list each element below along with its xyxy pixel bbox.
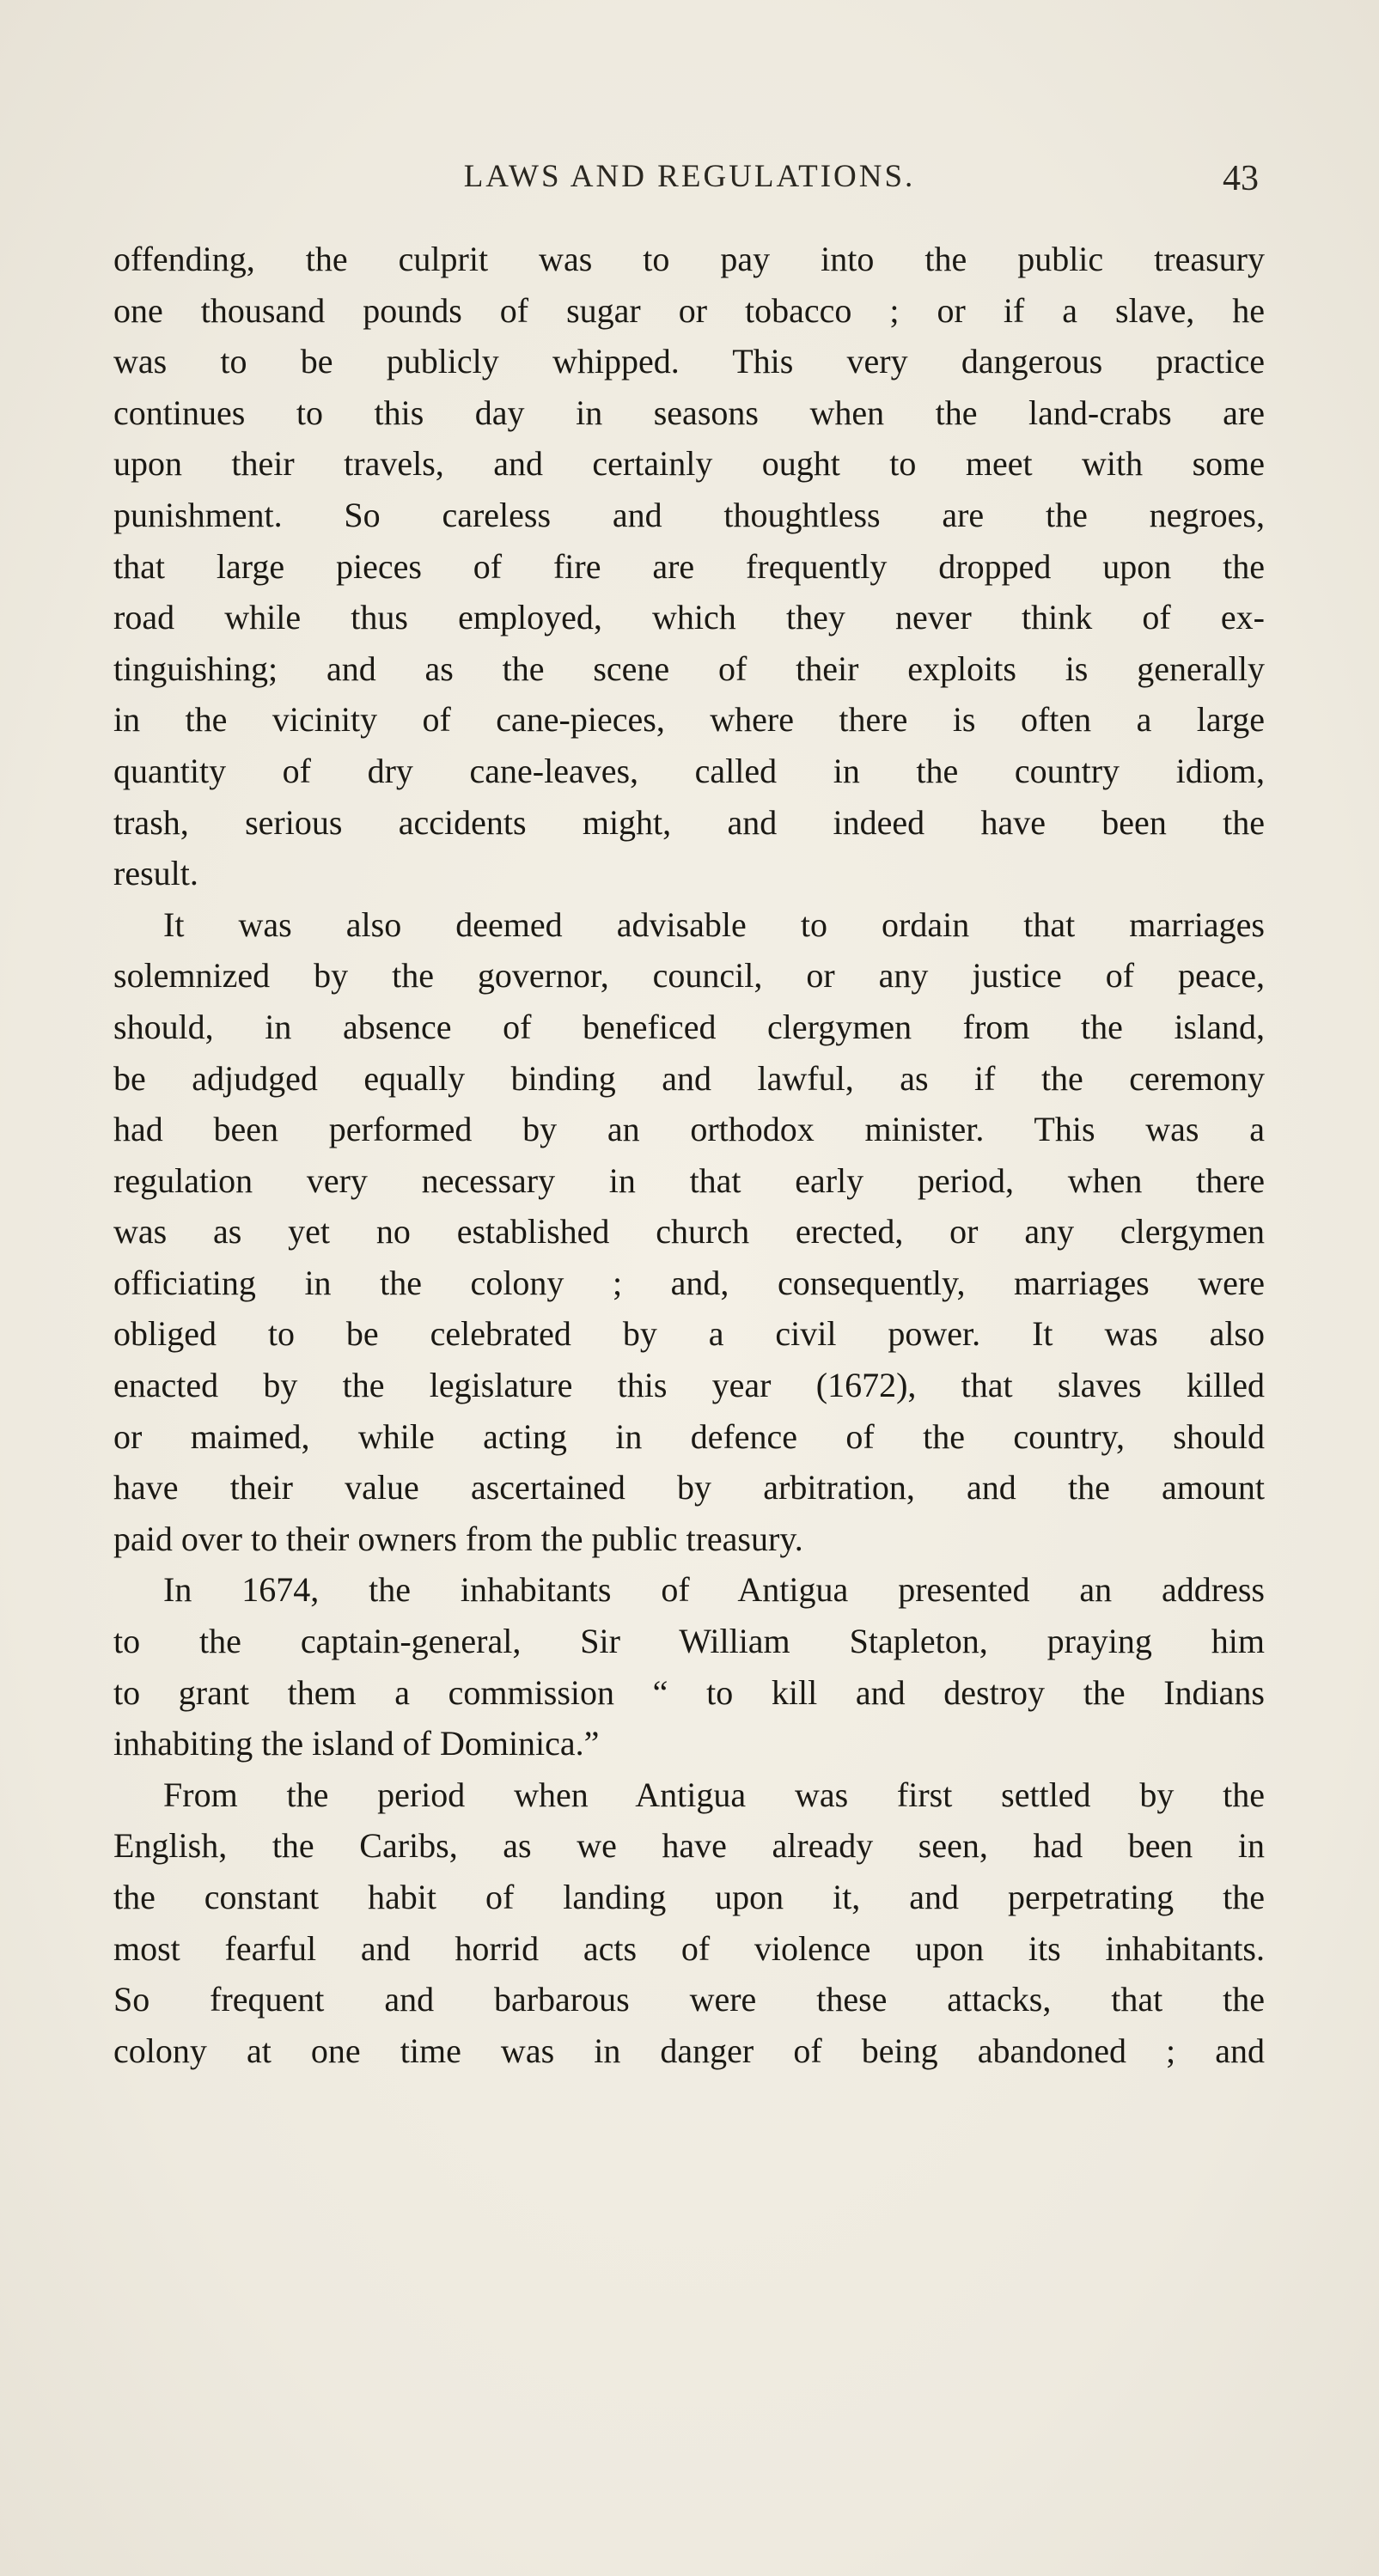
text-line: quantity of dry cane-leaves, called in the country idiom, [113,751,1265,790]
text-line: road while thus employed, which they never think of ex- [113,598,1265,637]
text-line: upon their travels, and certainly ought to meet with some [113,444,1265,484]
text-line: have their value ascertained by arbitration, and the amount [113,1468,1265,1507]
text-line: paid over to their owners from the public treasury. [113,1519,803,1558]
text-line: the constant habit of landing upon it, and perpetrating the [113,1878,1265,1916]
text-line: had been performed by an orthodox minister. This was a [113,1110,1265,1149]
text-line: that large pieces of fire are frequently dropped upon the [113,546,1265,586]
text-line: regulation very necessary in that early period, when there [113,1160,1265,1200]
text-line: In 1674, the inhabitants of Antigua presented an address [163,1570,1265,1610]
text-line: inhabiting the island of Dominica.” [113,1724,600,1763]
text-line: or maimed, while acting in defence of the country, should [113,1416,1265,1456]
text-line: was to be publicly whipped. This very dangerous practice [113,342,1265,381]
text-line: should, in absence of beneficed clergymen from the island, [113,1007,1265,1046]
text-line: enacted by the legislature this year (1672), that slaves killed [113,1366,1265,1405]
text-line: So frequent and barbarous were these attacks, that the [113,1980,1265,2019]
running-head [120,158,1259,210]
body-text [113,234,1265,2076]
text-line: From the period when Antigua was first settled by the [163,1775,1265,1814]
text-line: to the captain-general, Sir William Stapleton, praying him [113,1622,1265,1661]
text-line: English, the Caribs, as we have already seen, had been in [113,1826,1265,1866]
text-line: colony at one time was in danger of being abandoned ; and [113,2031,1265,2070]
text-line: obliged to be celebrated by a civil power. It was also [113,1314,1265,1354]
text-line: tinguishing; and as the scene of their exploits is generally [113,649,1265,688]
text-line: punishment. So careless and thoughtless are the negroes, [113,495,1265,534]
text-line: was as yet no established church erected, or any clergymen [113,1212,1265,1251]
text-line: one thousand pounds of sugar or tobacco ; or if a slave, he [113,290,1265,330]
text-line: result. [113,854,198,893]
text-line: to grant them a commission “ to kill and destroy the Indians [113,1672,1265,1712]
text-line: trash, serious accidents might, and indeed have been the [113,802,1265,842]
running-title: LAWS AND REGULATIONS. [463,159,916,194]
text-line: in the vicinity of cane-pieces, where there is often a large [113,700,1265,740]
text-line: be adjudged equally binding and lawful, as if the ceremony [113,1058,1265,1098]
text-line: It was also deemed advisable to ordain that marriages [163,904,1265,944]
text-line: officiating in the colony ; and, consequently, marriages were [113,1263,1265,1302]
text-line: most fearful and horrid acts of violence upon its inhabitants. [113,1928,1265,1968]
text-line: offending, the culprit was to pay into the public treasury [113,240,1265,278]
text-line: solemnized by the governor, council, or any justice of peace, [113,956,1265,996]
page-number: 43 [1223,159,1259,198]
text-line: continues to this day in seasons when the land-crabs are [113,393,1265,432]
